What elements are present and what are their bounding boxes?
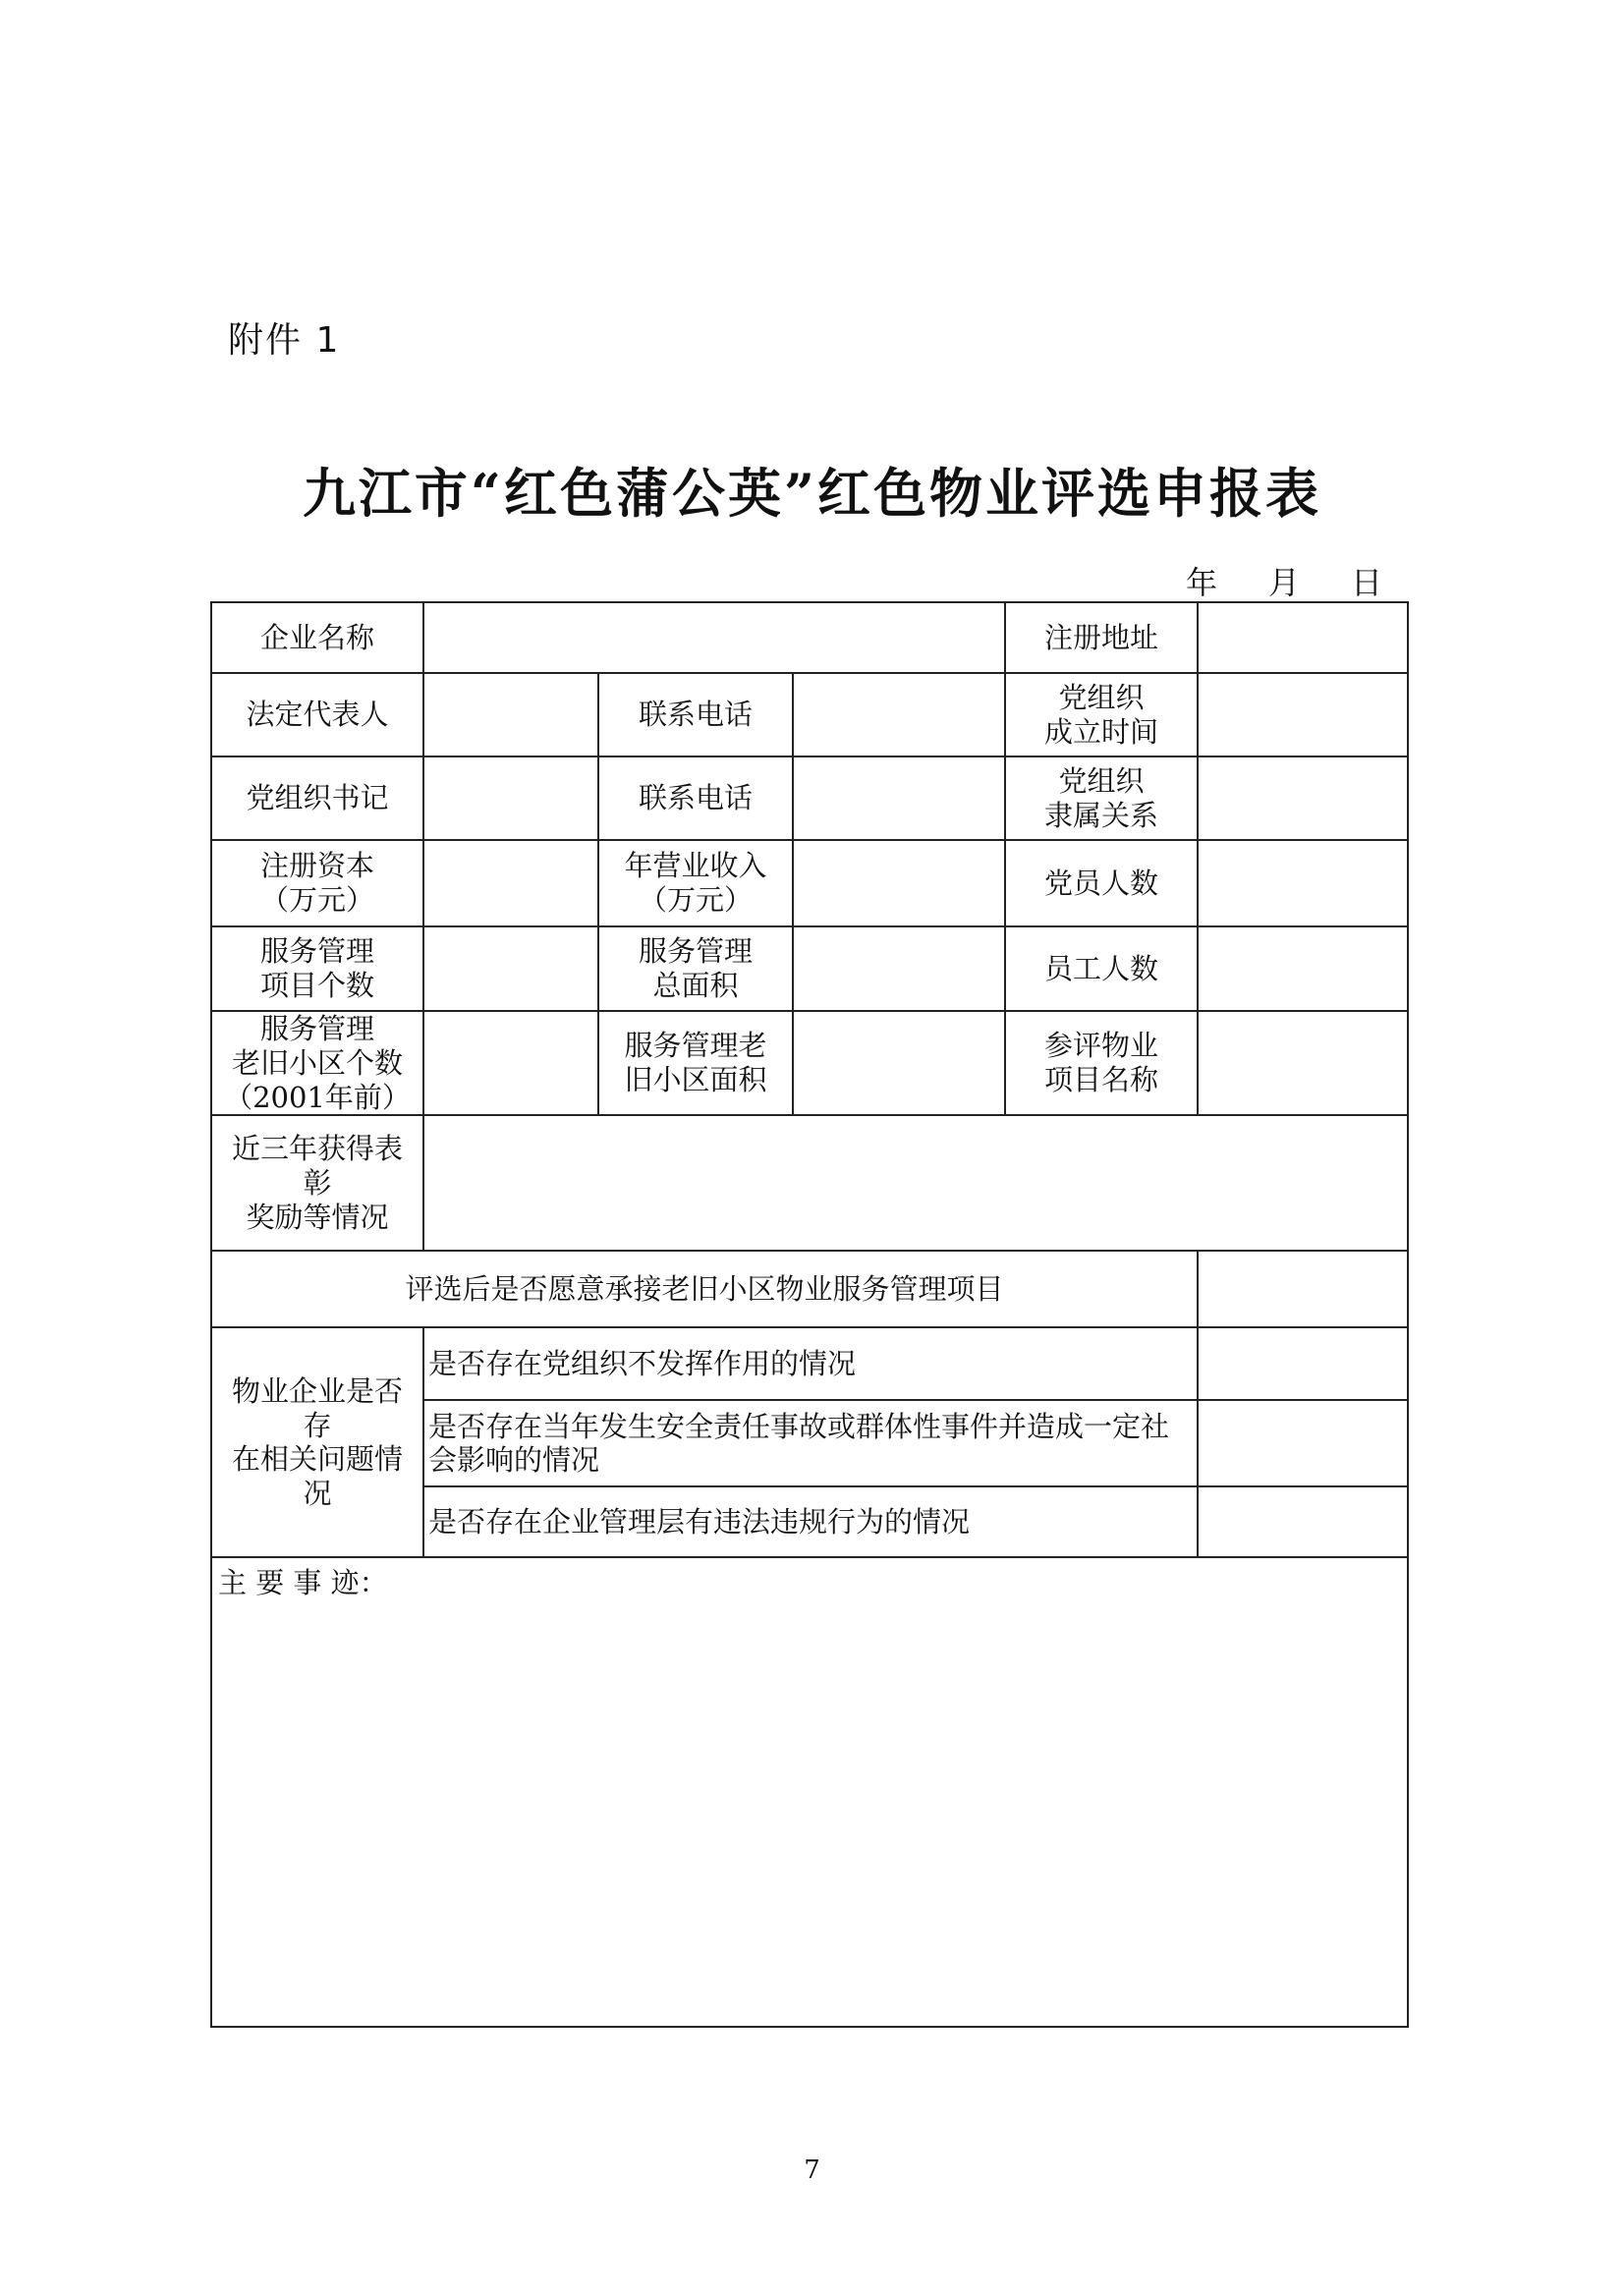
label-annual-revenue: 年营业收入 （万元） (598, 840, 793, 926)
field-issue-safety-incident[interactable] (1198, 1400, 1408, 1486)
date-month-blank[interactable] (1223, 572, 1262, 603)
label-company-name: 企业名称 (211, 602, 423, 673)
application-form-table (210, 601, 1409, 2028)
label-party-org-founded: 党组织 成立时间 (1005, 673, 1198, 756)
label-registered-capital: 注册资本 （万元） (211, 840, 423, 926)
field-project-name[interactable] (1198, 1011, 1408, 1115)
form-title: 九江市“红色蒲公英”红色物业评选申报表 (302, 462, 1322, 525)
field-party-secretary[interactable] (423, 756, 598, 840)
form-row (211, 602, 1408, 673)
form-row (211, 1011, 1408, 1115)
label-party-secretary: 党组织书记 (211, 756, 423, 840)
form-row (211, 756, 1408, 840)
label-managed-area: 服务管理 总面积 (598, 926, 793, 1011)
field-old-communities-area[interactable] (793, 1011, 1005, 1115)
field-company-name[interactable] (423, 602, 1005, 673)
date-day-blank[interactable] (1306, 572, 1345, 603)
field-legal-rep[interactable] (423, 673, 598, 756)
field-registered-capital[interactable] (423, 840, 598, 926)
label-project-name: 参评物业 项目名称 (1005, 1011, 1198, 1115)
label-old-communities-count: 服务管理 老旧小区个数 （2001年前） (211, 1011, 423, 1115)
field-issue-party-org[interactable] (1198, 1327, 1408, 1400)
label-registered-address: 注册地址 (1005, 602, 1198, 673)
label-phone-1: 联系电话 (598, 673, 793, 756)
label-legal-rep: 法定代表人 (211, 673, 423, 756)
page-number: 7 (804, 2155, 820, 2185)
field-issue-management-violation[interactable] (1198, 1486, 1408, 1557)
form-row (211, 1557, 1408, 2027)
label-issue-management-violation: 是否存在企业管理层有违法违规行为的情况 (423, 1486, 1198, 1557)
date-year-label: 年 (1185, 564, 1217, 601)
form-row (211, 1115, 1408, 1251)
field-registered-address[interactable] (1198, 602, 1408, 673)
field-party-members[interactable] (1198, 840, 1408, 926)
field-awards[interactable] (423, 1115, 1408, 1251)
form-row (211, 926, 1408, 1011)
label-issues-group: 物业企业是否存 在相关问题情况 (211, 1327, 423, 1557)
field-phone-1[interactable] (793, 673, 1005, 756)
field-party-org-affiliation[interactable] (1198, 756, 1408, 840)
field-employees[interactable] (1198, 926, 1408, 1011)
label-willing-old-communities: 评选后是否愿意承接老旧小区物业服务管理项目 (211, 1251, 1198, 1327)
label-issue-safety-incident: 是否存在当年发生安全责任事故或群体性事件并造成一定社会影响的情况 (423, 1400, 1198, 1486)
form-row (211, 673, 1408, 756)
label-managed-projects: 服务管理 项目个数 (211, 926, 423, 1011)
label-party-org-affiliation: 党组织 隶属关系 (1005, 756, 1198, 840)
field-phone-2[interactable] (793, 756, 1005, 840)
form-row (211, 1327, 1408, 1400)
label-old-communities-area: 服务管理老 旧小区面积 (598, 1011, 793, 1115)
form-row (211, 840, 1408, 926)
field-willing-old-communities[interactable] (1198, 1251, 1408, 1327)
label-awards: 近三年获得表彰 奖励等情况 (211, 1115, 423, 1251)
field-main-deeds[interactable] (211, 1557, 1408, 2027)
field-managed-projects[interactable] (423, 926, 598, 1011)
date-line (1186, 558, 1382, 603)
annex-label: 附件 1 (228, 320, 341, 361)
label-issue-party-org: 是否存在党组织不发挥作用的情况 (423, 1327, 1198, 1400)
field-party-org-founded[interactable] (1198, 673, 1408, 756)
field-old-communities-count[interactable] (423, 1011, 598, 1115)
form-row (211, 1251, 1408, 1327)
field-managed-area[interactable] (793, 926, 1005, 1011)
label-party-members: 党员人数 (1005, 840, 1198, 926)
date-month-label: 月 (1267, 564, 1300, 601)
date-day-label: 日 (1350, 564, 1382, 601)
label-phone-2: 联系电话 (598, 756, 793, 840)
label-main-deeds: 主 要 事 迹： (218, 1566, 388, 1600)
label-employees: 员工人数 (1005, 926, 1198, 1011)
field-annual-revenue[interactable] (793, 840, 1005, 926)
